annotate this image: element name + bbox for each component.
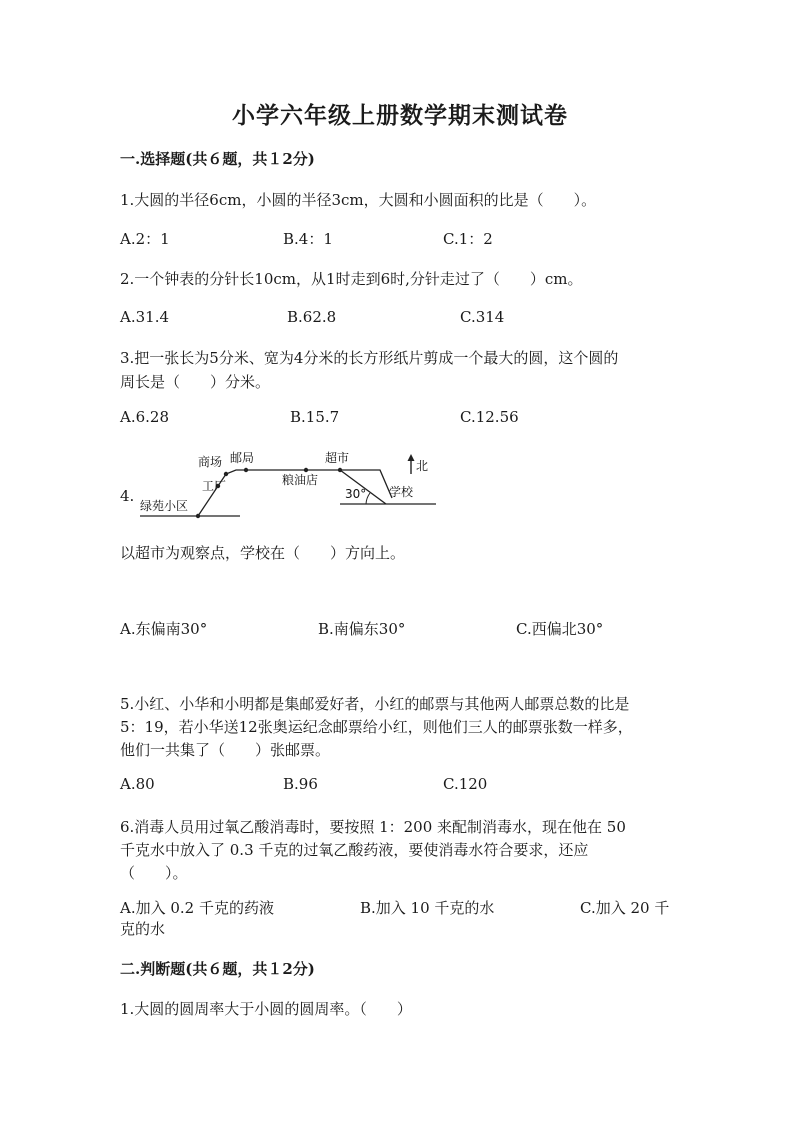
q6-option-b: B.加入 10 千克的水: [360, 899, 495, 917]
question-4-number: 4.: [120, 487, 135, 505]
label-grain-store: 粮油店: [282, 473, 319, 487]
label-angle: 30°: [345, 487, 367, 501]
q4-option-a: A.东偏南30°: [120, 620, 208, 638]
label-mall: 商场: [198, 455, 223, 469]
q6-option-c-continued: 克的水: [120, 920, 166, 938]
mall-point: [224, 472, 228, 476]
angle-arc: [366, 493, 370, 504]
community-point: [196, 514, 200, 518]
q4-option-b: B.南偏东30°: [318, 620, 406, 638]
q6-option-a: A.加入 0.2 千克的药液: [120, 899, 274, 917]
label-north: 北: [416, 459, 429, 473]
question-5-line-2: 5：19，若小华送12张奥运纪念邮票给小红，则他们三人的邮票张数一样多，: [120, 718, 633, 736]
q2-option-a: A.31.4: [120, 308, 169, 326]
question-5-line-1: 5.小红、小华和小明都是集邮爱好者，小红的邮票与其他两人邮票总数的比是: [120, 695, 630, 713]
label-supermarket: 超市: [325, 451, 350, 465]
question-6-line-2: 千克水中放入了 0.3 千克的过氧乙酸药液，要使消毒水符合要求，还应: [120, 841, 589, 859]
q2-option-c: C.314: [460, 308, 505, 326]
section-heading-judgement: 二.判断题(共６题，共１2分): [120, 960, 315, 978]
label-post-office: 邮局: [230, 451, 255, 465]
grain-store-point: [304, 468, 308, 472]
question-2-text: 2.一个钟表的分针长10cm，从1时走到6时,分针走过了（ ）cm。: [120, 270, 583, 288]
q2-option-b: B.62.8: [287, 308, 337, 326]
question-3-line-2: 周长是（ ）分米。: [120, 373, 271, 391]
q1-option-b: B.4：1: [283, 230, 333, 248]
q1-option-c: C.1：2: [443, 230, 493, 248]
label-community: 绿苑小区: [140, 499, 189, 513]
question-6-line-3: （ ）。: [120, 864, 188, 882]
label-school: 学校: [389, 485, 414, 499]
q4-option-c: C.西偏北30°: [516, 620, 604, 638]
q1-option-a: A.2：1: [120, 230, 170, 248]
q5-option-a: A.80: [120, 775, 155, 793]
question-3-line-1: 3.把一张长为5分米、宽为4分米的长方形纸片剪成一个最大的圆，这个圆的: [120, 349, 619, 367]
q5-option-c: C.120: [443, 775, 488, 793]
question-4-text: 以超市为观察点，学校在（ ）方向上。: [120, 544, 406, 562]
q3-option-a: A.6.28: [120, 408, 169, 426]
page-title: 小学六年级上册数学期末测试卷: [232, 102, 568, 129]
q6-option-c: C.加入 20 千: [580, 899, 670, 917]
post-office-point: [244, 468, 248, 472]
q3-option-b: B.15.7: [290, 408, 340, 426]
judgement-question-1-text: 1.大圆的圆周率大于小圆的圆周率。（ ）: [120, 1000, 412, 1018]
question-1-text: 1.大圆的半径6cm，小圆的半径3cm，大圆和小圆面积的比是（ ）。: [120, 191, 597, 209]
direction-map-diagram: [118, 446, 448, 526]
q3-option-c: C.12.56: [460, 408, 519, 426]
section-heading-choice: 一.选择题(共６题，共１2分): [120, 150, 315, 168]
label-factory: 工厂: [202, 479, 227, 493]
question-6-line-1: 6.消毒人员用过氧乙酸消毒时，要按照 1：200 来配制消毒水，现在他在 50: [120, 818, 626, 836]
north-arrowhead-icon: [408, 454, 415, 461]
question-5-line-3: 他们一共集了（ ）张邮票。: [120, 741, 331, 759]
q5-option-b: B.96: [283, 775, 318, 793]
